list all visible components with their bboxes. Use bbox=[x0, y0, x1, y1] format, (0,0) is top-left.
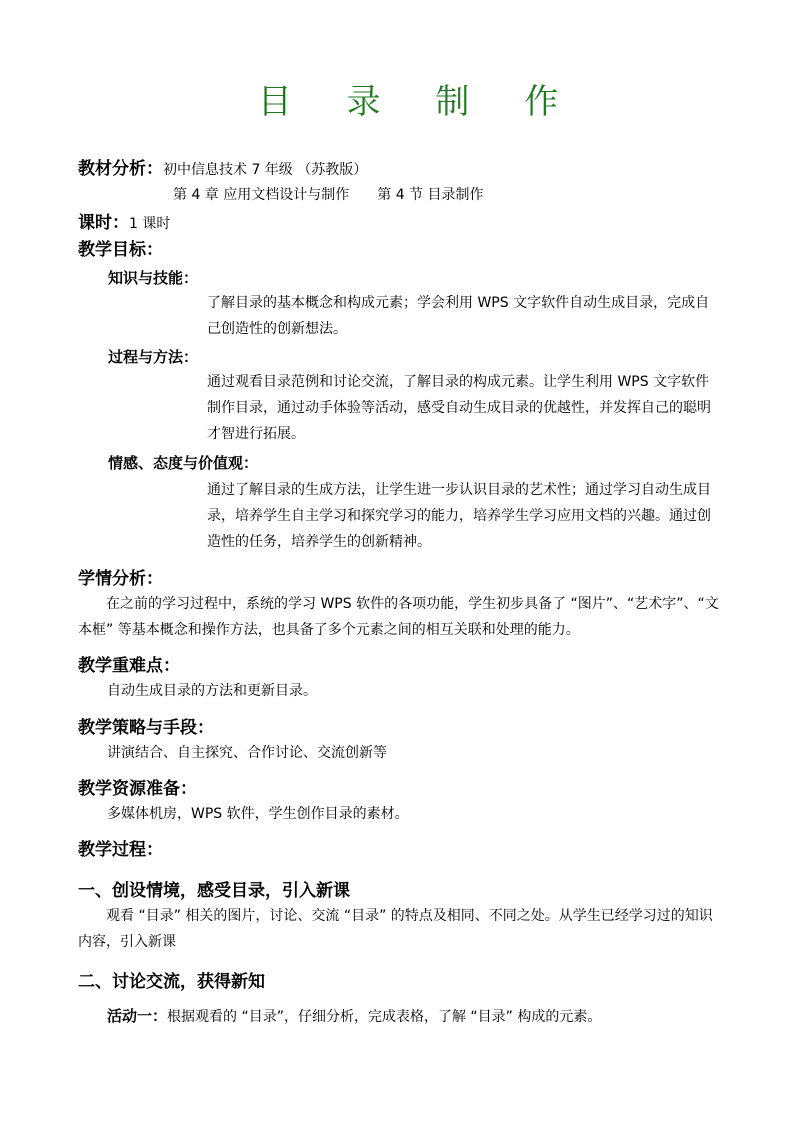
activity-one-label: 活动一： bbox=[107, 1007, 168, 1025]
key-points-text: 自动生成目录的方法和更新目录。 bbox=[107, 683, 317, 699]
section2-heading: 二、讨论交流，获得新知 bbox=[78, 972, 265, 992]
knowledge-label: 知识与技能： bbox=[108, 269, 199, 287]
activity-one bbox=[107, 1004, 601, 1029]
strategy-text: 讲演结合、自主探究、合作讨论、交流创新等 bbox=[107, 745, 387, 761]
knowledge-text: 了解目录的基本概念和构成元素；学会利用 WPS 文字软件自动生成目录，完成自己创造性的创新想法。 bbox=[207, 295, 710, 337]
student-analysis-text: 在之前的学习过程中，系统的学习 WPS 软件的各项功能，学生初步具备了 “图片”、“艺术字”、“文本框” 等基本概念和操作方法，也具备了多个元素之间的相互关联和处理的能力。 bbox=[78, 596, 719, 638]
page-title: 目 录 制 作 bbox=[257, 82, 581, 122]
process-method-label: 过程与方法： bbox=[108, 348, 199, 366]
class-hours-label: 课时： bbox=[78, 213, 129, 233]
teaching-process-label: 教学过程： bbox=[78, 840, 163, 860]
strategy-label: 教学策略与手段： bbox=[78, 718, 214, 738]
activity-one-text: 根据观看的 “目录”，仔细分析，完成表格，了解 “目录” 构成的元素。 bbox=[167, 1009, 602, 1025]
textbook-analysis-label: 教材分析： bbox=[78, 159, 163, 179]
textbook-analysis-line2: 第 4 章 应用文档设计与制作 第 4 节 目录制作 bbox=[173, 187, 484, 203]
emotion-text: 通过了解目录的生成方法，让学生进一步认识目录的艺术性；通过学习自动生成目录，培养学生自主学习和探究学习的能力，培养学生学习应用文档的兴趣。通过创造性的任务，培养学生的创新精神。 bbox=[207, 482, 711, 550]
section1-heading: 一、创设情境，感受目录，引入新课 bbox=[78, 881, 350, 901]
key-points-label: 教学重难点： bbox=[78, 656, 180, 676]
section1-text: 观看 “目录” 相关的图片，讨论、交流 “目录” 的特点及相同、不同之处。从学生已经学习过的知识内容，引入新课 bbox=[78, 908, 713, 950]
resources-text: 多媒体机房，WPS 软件，学生创作目录的素材。 bbox=[107, 806, 409, 822]
goals-label: 教学目标： bbox=[78, 240, 163, 260]
textbook-analysis-line1: 初中信息技术 7 年级 （苏教版） bbox=[163, 162, 368, 178]
student-analysis-label: 学情分析： bbox=[78, 569, 163, 589]
resources-label: 教学资源准备： bbox=[78, 779, 197, 799]
emotion-label: 情感、态度与价值观： bbox=[108, 454, 259, 472]
class-hours bbox=[78, 211, 170, 236]
process-method-text: 通过观看目录范例和讨论交流，了解目录的构成元素。让学生利用 WPS 文字软件制作目录，通过动手体验等活动，感受自动生成目录的优越性，并发挥自己的聪明才智进行拓展。 bbox=[207, 374, 711, 442]
class-hours-value: 1 课时 bbox=[129, 216, 171, 232]
textbook-analysis bbox=[78, 157, 367, 182]
